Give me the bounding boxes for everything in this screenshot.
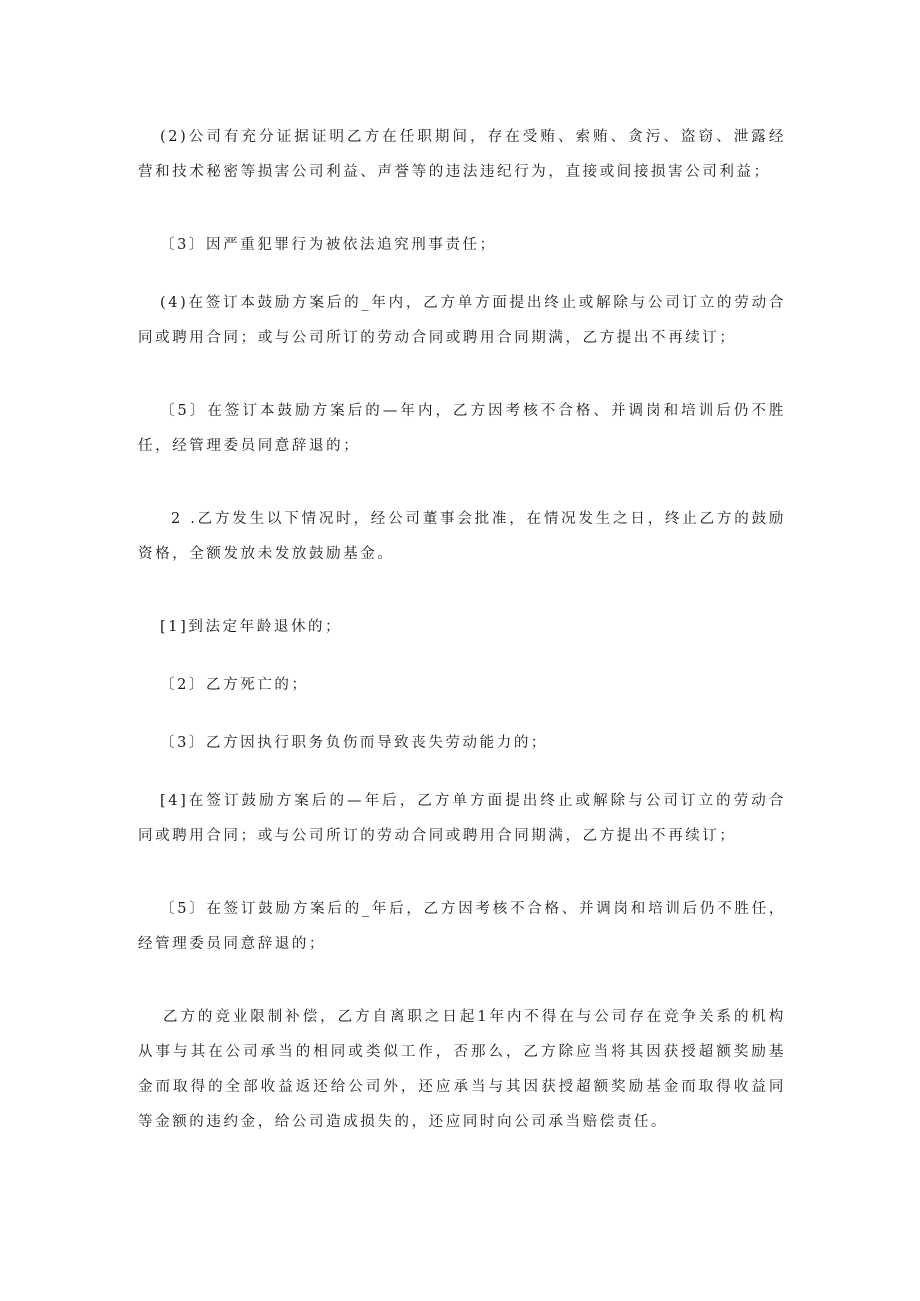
paragraph-item-5: 〔5〕在签订鼓励方案后的_年后，乙方因考核不合格、并调岗和培训后仍不胜任，经管理委员同意辞退的；	[138, 901, 786, 952]
paragraph-item-1: [1]到法定年龄退休的；	[160, 619, 343, 635]
paragraph-item-2: 〔2〕乙方死亡的；	[160, 677, 309, 693]
paragraph-clause-4: (4)在签订本鼓励方案后的_年内，乙方单方面提出终止或解除与公司订立的劳动合同或聘用合同；或与公司所订的劳动合同或聘用合同期满，乙方提出不再续订；	[138, 295, 786, 346]
paragraph-clause-2: (2)公司有充分证据证明乙方在任职期间，存在受贿、索贿、贪污、盗窃、泄露经营和技术秘密等损害公司利益、声誉等的违法违纪行为，直接或间接损害公司利益；	[138, 129, 786, 180]
paragraph-clause-3: 〔3〕因严重犯罪行为被依法追究刑事责任；	[160, 237, 497, 253]
paragraph-clause-5: 〔5〕在签订本鼓励方案后的—年内，乙方因考核不合格、并调岗和培训后仍不胜任，经管理委员同意辞退的；	[138, 403, 786, 454]
paragraph-item-4: [4]在签订鼓励方案后的—年后，乙方单方面提出终止或解除与公司订立的劳动合同或聘用合同；或与公司所订的劳动合同或聘用合同期满，乙方提出不再续订；	[138, 793, 786, 844]
paragraph-non-compete: 乙方的竞业限制补偿，乙方自离职之日起1年内不得在与公司存在竞争关系的机构从事与其在公司承当的相同或类似工作，否那么，乙方除应当将其因获授超额奖励基金而取得的全部收益返还给公司外，还应承当与其因获授超额奖励基金而取得收益同等金额的违约金，给公司造成损失的，还应同时向公司承当赔偿责任。	[138, 1009, 786, 1130]
paragraph-item-3: 〔3〕乙方因执行职务负伤而导致丧失劳动能力的；	[160, 735, 549, 751]
paragraph-section-2: 2 .乙方发生以下情况时，经公司董事会批准，在情况发生之日，终止乙方的鼓励资格，全额发放未发放鼓励基金。	[138, 511, 786, 562]
